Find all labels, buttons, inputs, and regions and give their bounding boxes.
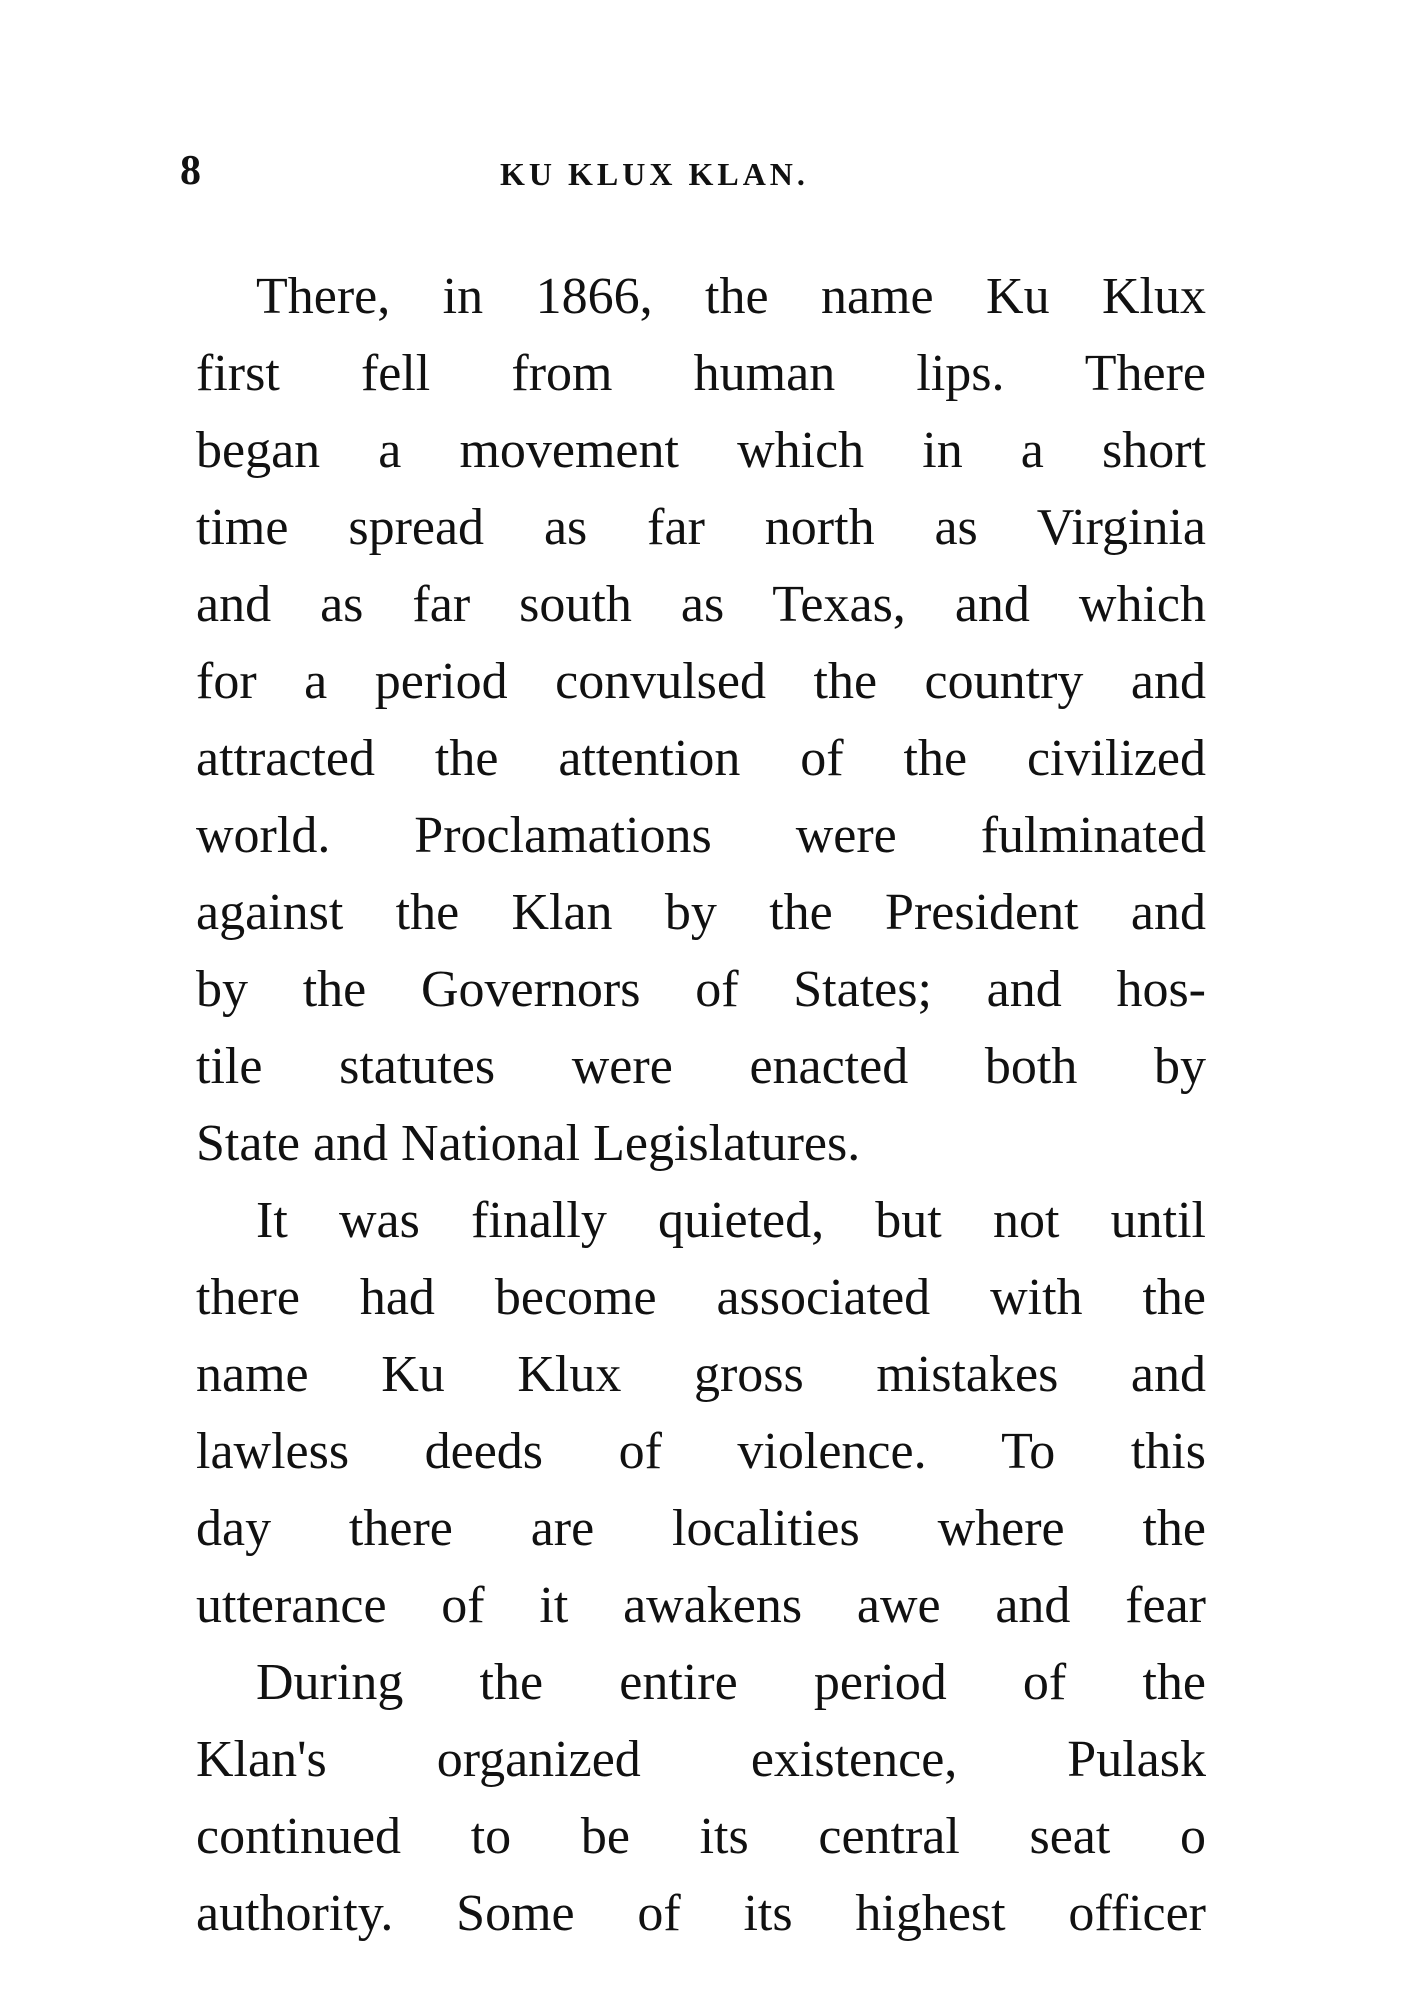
text-line: During the entire period of the [256,1654,1206,1711]
running-title: KU KLUX KLAN. [500,156,809,192]
text-line: for a period convulsed the country and [196,653,1206,710]
running-head [180,150,1230,210]
page-number: 8 [180,148,201,194]
text-line: began a movement which in a short [196,422,1206,479]
text-line: Klan's organized existence, Pulask [196,1731,1206,1788]
text-line: tile statutes were enacted both by [196,1038,1206,1095]
text-line: time spread as far north as Virginia [196,499,1206,556]
text-line: and as far south as Texas, and which [196,576,1206,633]
text-line: It was finally quieted, but not until [256,1192,1206,1249]
text-line: by the Governors of States; and hos- [196,961,1206,1018]
text-line: There, in 1866, the name Ku Klux [256,268,1206,325]
text-line: utterance of it awakens awe and fear [196,1577,1206,1634]
text-line: State and National Legislatures. [196,1115,861,1172]
body-text [196,258,1206,1952]
text-line: there had become associated with the [196,1269,1206,1326]
text-line: attracted the attention of the civilized [196,730,1206,787]
text-line: first fell from human lips. There [196,345,1206,402]
text-line: day there are localities where the [196,1500,1206,1557]
text-line: continued to be its central seat o [196,1808,1206,1865]
text-line: against the Klan by the President and [196,884,1206,941]
text-line: world. Proclamations were fulminated [196,807,1206,864]
text-line: name Ku Klux gross mistakes and [196,1346,1206,1403]
text-line: lawless deeds of violence. To this [196,1423,1206,1480]
text-line: authority. Some of its highest officer [196,1885,1206,1942]
